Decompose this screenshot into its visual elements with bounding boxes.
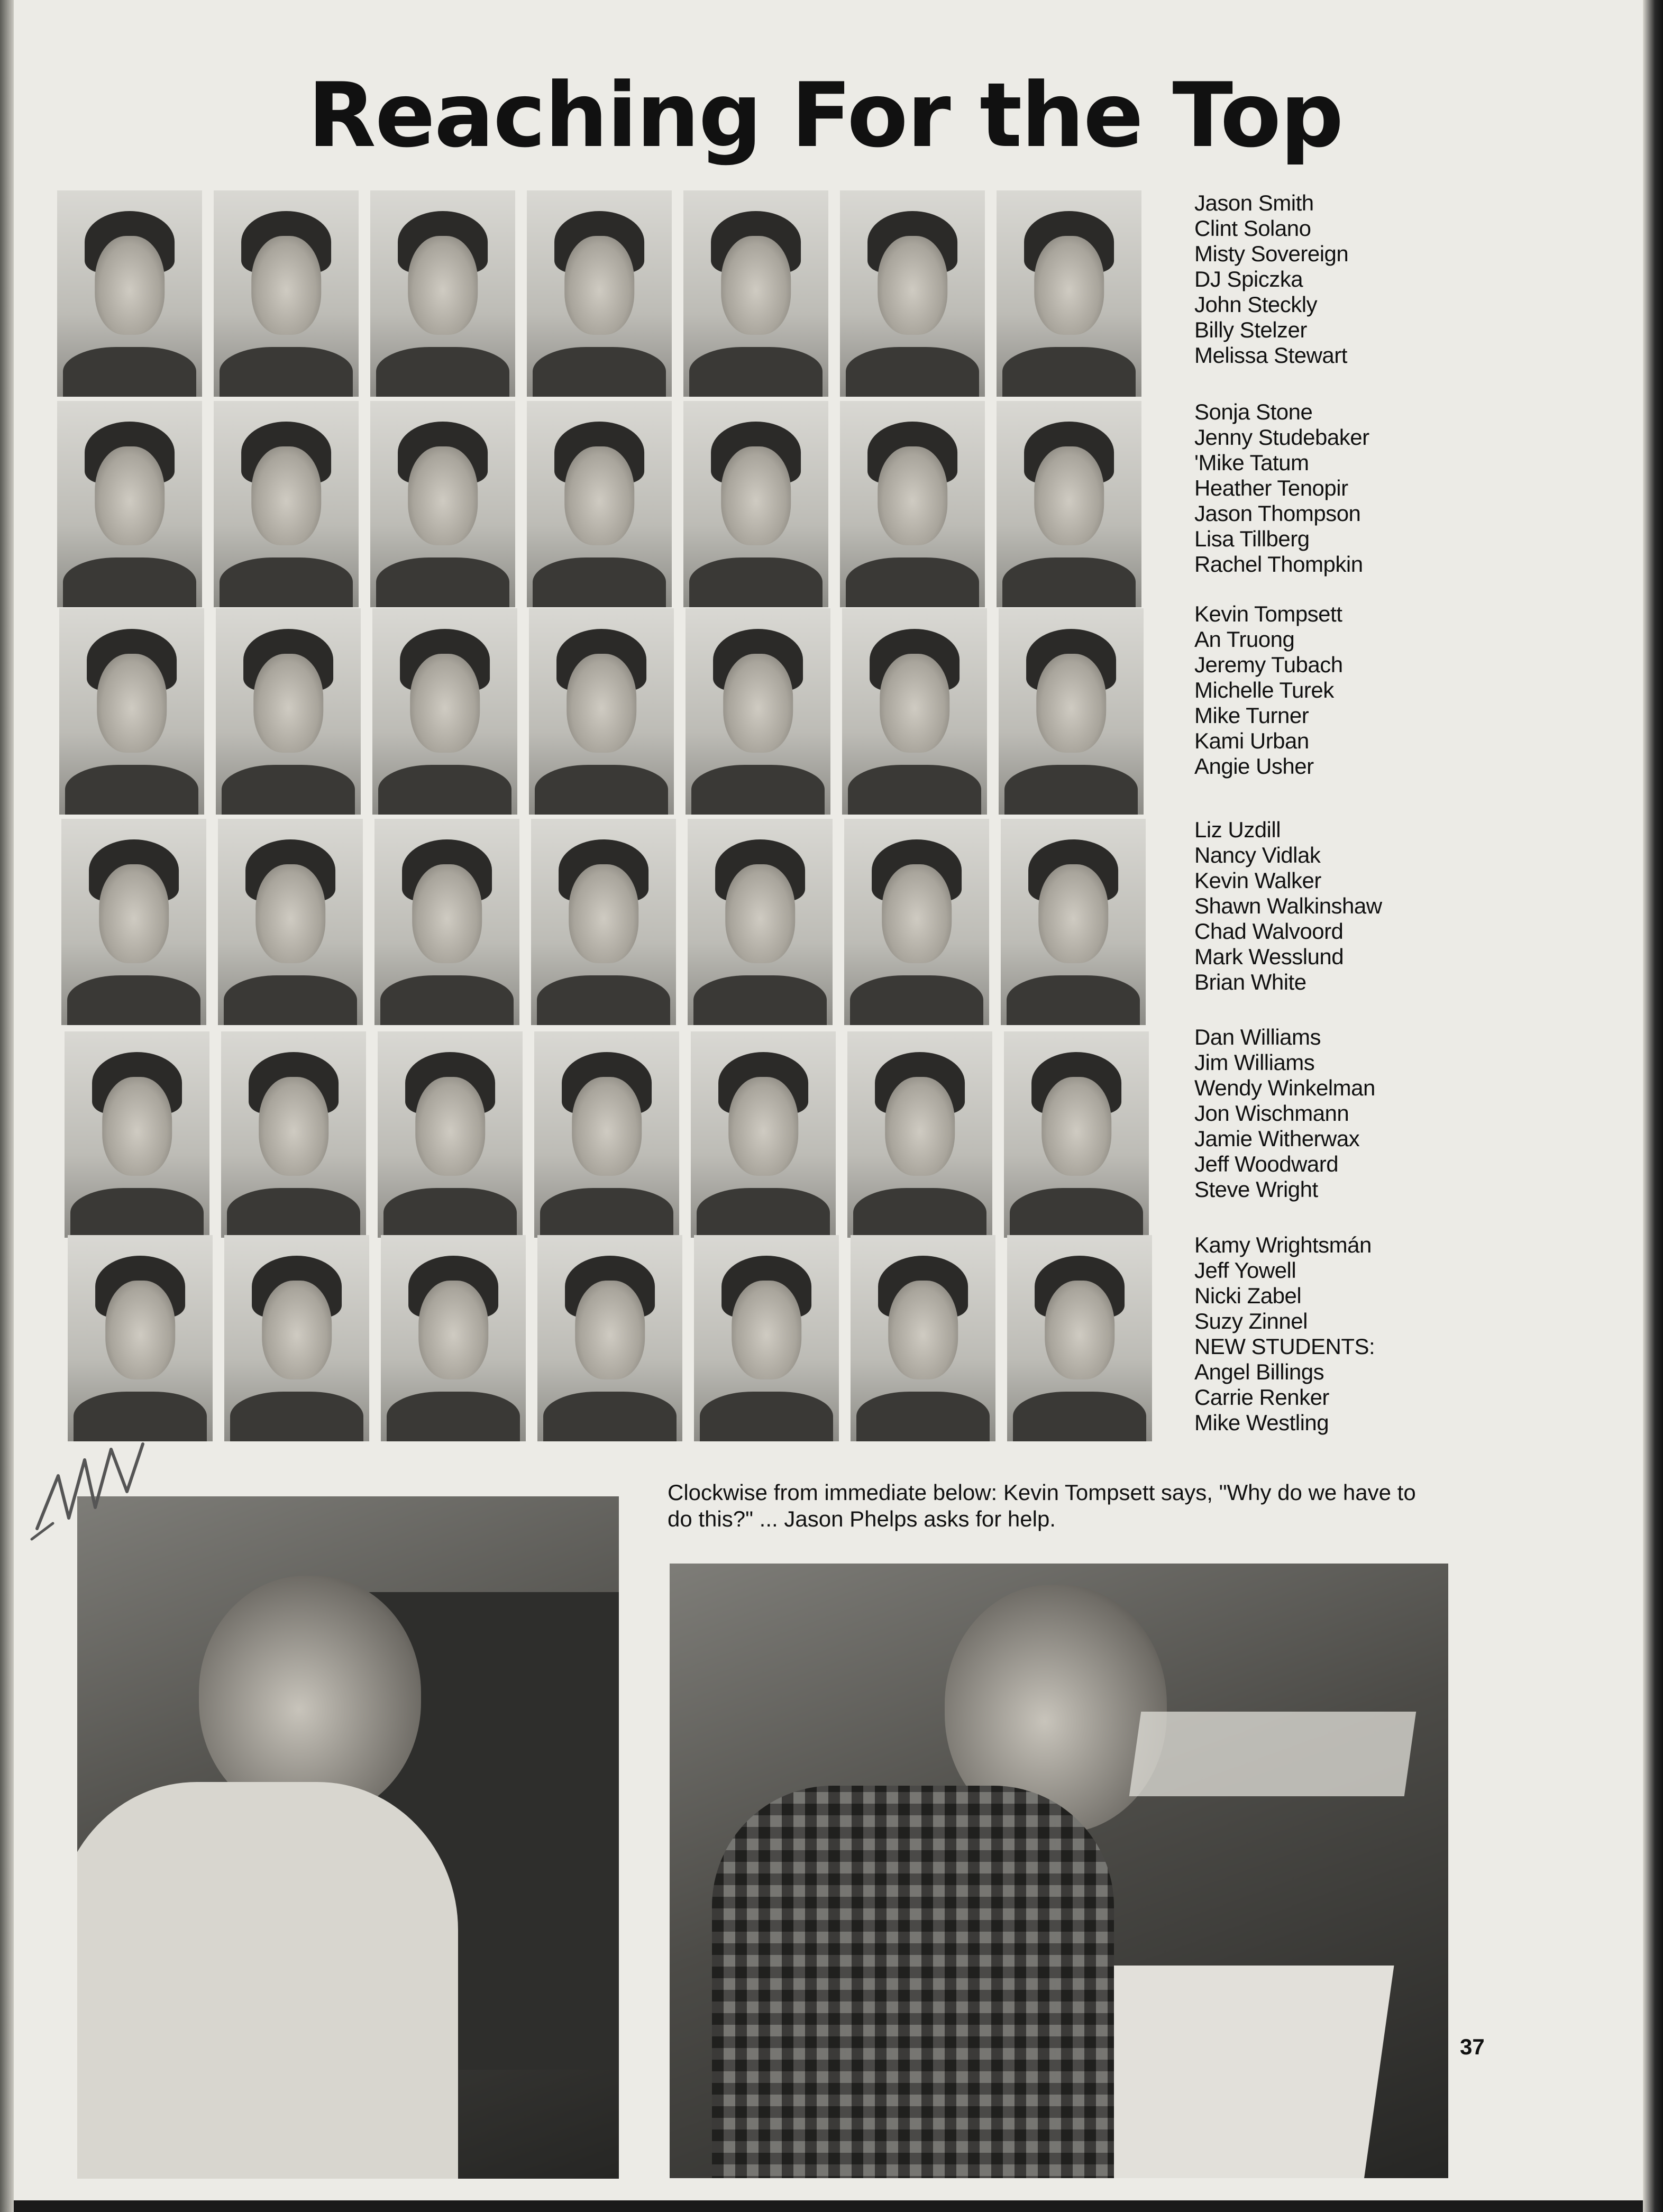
portrait-shoulders xyxy=(537,975,670,1025)
portrait-face xyxy=(410,654,480,753)
portrait-face xyxy=(566,654,636,753)
portrait-face xyxy=(102,1077,172,1176)
portrait-face xyxy=(569,864,638,963)
portrait-row xyxy=(59,608,1144,815)
portrait-face xyxy=(1045,1281,1114,1379)
student-portrait xyxy=(370,190,515,397)
portrait-shoulders xyxy=(543,1392,677,1441)
page-title: Reaching For the Top xyxy=(307,63,1343,167)
student-name: Mike Westling xyxy=(1194,1410,1329,1435)
portrait-row xyxy=(57,190,1141,397)
student-portrait xyxy=(694,1235,839,1441)
student-portrait xyxy=(57,190,202,397)
student-portrait xyxy=(840,401,985,607)
student-name: Chad Walvoord xyxy=(1194,919,1344,944)
portrait-shoulders xyxy=(693,975,827,1025)
portrait-row xyxy=(65,1031,1149,1238)
portrait-shoulders xyxy=(1007,975,1140,1025)
portrait-face xyxy=(725,864,795,963)
portrait-face xyxy=(408,446,478,545)
student-portrait xyxy=(1007,1235,1152,1441)
student-name: Wendy Winkelman xyxy=(1194,1075,1375,1100)
student-name: An Truong xyxy=(1194,627,1295,652)
candid-photo-jason-phelps xyxy=(670,1564,1448,2178)
student-portrait xyxy=(372,608,517,815)
student-name: Mark Wesslund xyxy=(1194,944,1344,969)
student-name: John Steckly xyxy=(1194,292,1318,317)
student-name: Shawn Walkinshaw xyxy=(1194,893,1382,918)
student-portrait xyxy=(683,190,828,397)
portrait-shoulders xyxy=(220,347,353,397)
portrait-face xyxy=(1041,1077,1111,1176)
student-name: Clint Solano xyxy=(1194,216,1311,241)
student-portrait xyxy=(999,608,1144,815)
student-portrait xyxy=(997,190,1141,397)
student-name: Jeff Woodward xyxy=(1194,1151,1339,1176)
portrait-shoulders xyxy=(535,765,668,815)
student-portrait xyxy=(374,819,519,1025)
student-name: Dan Williams xyxy=(1194,1025,1321,1049)
portrait-shoulders xyxy=(220,557,353,607)
student-name: Misty Sovereign xyxy=(1194,241,1349,266)
portrait-face xyxy=(97,654,167,753)
portrait-face xyxy=(95,236,165,335)
portrait-shoulders xyxy=(222,765,355,815)
portrait-shoulders xyxy=(1002,557,1136,607)
subject-plaid-shirt xyxy=(712,1786,1114,2178)
portrait-shoulders xyxy=(63,347,196,397)
student-name: Jon Wischmann xyxy=(1194,1101,1349,1126)
portrait-shoulders xyxy=(1002,347,1136,397)
portrait-shoulders xyxy=(67,975,200,1025)
handwritten-scribble xyxy=(21,1396,180,1555)
portrait-shoulders xyxy=(846,347,979,397)
portrait-shoulders xyxy=(540,1188,673,1238)
student-portrait xyxy=(847,1031,992,1238)
portrait-shoulders xyxy=(850,975,983,1025)
portrait-face xyxy=(1038,864,1108,963)
student-name: Rachel Thompkin xyxy=(1194,552,1363,577)
portrait-shoulders xyxy=(1013,1392,1146,1441)
portrait-row xyxy=(68,1235,1152,1441)
portrait-shoulders xyxy=(380,975,514,1025)
student-name: Kamy Wrightsmán xyxy=(1194,1232,1372,1257)
photo-caption: Clockwise from immediate below: Kevin Tompsett says, "Why do we have to do this?" ... Jason Phelps asks for help. xyxy=(668,1480,1416,1531)
portrait-face xyxy=(878,236,947,335)
student-name: Steve Wright xyxy=(1194,1177,1318,1202)
student-portrait xyxy=(851,1235,995,1441)
student-name: Jason Smith xyxy=(1194,190,1314,215)
portrait-shoulders xyxy=(387,1392,520,1441)
student-portrait xyxy=(537,1235,682,1441)
student-name: Brian White xyxy=(1194,970,1306,994)
portrait-shoulders xyxy=(227,1188,360,1238)
portrait-shoulders xyxy=(65,765,198,815)
student-name: Heather Tenopir xyxy=(1194,476,1348,500)
portrait-face xyxy=(105,1281,175,1379)
student-name: Angel Billings xyxy=(1194,1359,1324,1384)
name-list-row-6 xyxy=(1194,1232,1469,1436)
student-portrait xyxy=(686,608,830,815)
student-portrait xyxy=(842,608,987,815)
student-portrait xyxy=(216,608,361,815)
portrait-shoulders xyxy=(1004,765,1138,815)
student-portrait xyxy=(59,608,204,815)
portrait-face xyxy=(721,446,791,545)
portrait-shoulders xyxy=(378,765,511,815)
student-name: Jason Thompson xyxy=(1194,501,1361,526)
portrait-face xyxy=(1036,654,1106,753)
portrait-shoulders xyxy=(63,557,196,607)
student-name: Melissa Stewart xyxy=(1194,343,1347,368)
portrait-shoulders xyxy=(70,1188,204,1238)
student-portrait xyxy=(218,819,363,1025)
student-portrait xyxy=(844,819,989,1025)
portrait-face xyxy=(262,1281,332,1379)
student-portrait xyxy=(527,401,672,607)
student-name: Liz Uzdill xyxy=(1194,817,1281,842)
new-students-heading: NEW STUDENTS: xyxy=(1194,1334,1375,1359)
student-name: Carrie Renker xyxy=(1194,1385,1329,1410)
student-portrait xyxy=(534,1031,679,1238)
portrait-shoulders xyxy=(691,765,825,815)
portrait-shoulders xyxy=(376,557,509,607)
portrait-shoulders xyxy=(853,1188,986,1238)
portrait-shoulders xyxy=(689,347,823,397)
student-portrait xyxy=(683,401,828,607)
student-name: DJ Spiczka xyxy=(1194,267,1303,291)
student-portrait xyxy=(688,819,833,1025)
page-edge xyxy=(1643,0,1663,2212)
student-name: Jenny Studebaker xyxy=(1194,425,1369,450)
portrait-face xyxy=(564,236,634,335)
student-portrait xyxy=(529,608,674,815)
portrait-face xyxy=(412,864,482,963)
student-name: Lisa Tillberg xyxy=(1194,526,1310,551)
portrait-shoulders xyxy=(848,765,981,815)
student-name: Jeremy Tubach xyxy=(1194,652,1343,677)
student-name: Kevin Walker xyxy=(1194,868,1321,893)
student-portrait xyxy=(65,1031,209,1238)
portrait-face xyxy=(882,864,952,963)
student-name: Nancy Vidlak xyxy=(1194,843,1321,867)
student-name: Mike Turner xyxy=(1194,703,1309,728)
student-portrait xyxy=(61,819,206,1025)
portrait-face xyxy=(732,1281,801,1379)
portrait-shoulders xyxy=(224,975,357,1025)
student-name: 'Mike Tatum xyxy=(1194,450,1309,475)
name-list-row-3 xyxy=(1194,601,1469,779)
student-name: Jeff Yowell xyxy=(1194,1258,1296,1283)
portrait-face xyxy=(888,1281,958,1379)
portrait-face xyxy=(878,446,947,545)
portrait-face xyxy=(251,236,321,335)
subject-polo-shirt xyxy=(77,1782,458,2179)
portrait-shoulders xyxy=(376,347,509,397)
student-portrait xyxy=(527,190,672,397)
student-portrait xyxy=(214,190,359,397)
portrait-face xyxy=(880,654,949,753)
portrait-face xyxy=(255,864,325,963)
candid-photo-kevin-tompsett xyxy=(77,1496,619,2179)
student-name: Jim Williams xyxy=(1194,1050,1315,1075)
student-portrait xyxy=(1004,1031,1149,1238)
portrait-shoulders xyxy=(230,1392,363,1441)
student-portrait xyxy=(221,1031,366,1238)
student-name: Billy Stelzer xyxy=(1194,317,1307,342)
student-portrait xyxy=(214,401,359,607)
portrait-face xyxy=(259,1077,328,1176)
portrait-face xyxy=(1034,236,1104,335)
background-desk xyxy=(1129,1712,1416,1796)
page-number: 37 xyxy=(1460,2034,1485,2059)
portrait-shoulders xyxy=(856,1392,990,1441)
name-list-row-2 xyxy=(1194,399,1469,577)
name-list-row-4 xyxy=(1194,817,1469,995)
student-portrait xyxy=(378,1031,523,1238)
student-name: Angie Usher xyxy=(1194,754,1314,779)
portrait-shoulders xyxy=(1010,1188,1143,1238)
portrait-face xyxy=(251,446,321,545)
portrait-face xyxy=(723,654,793,753)
student-portrait xyxy=(840,190,985,397)
portrait-shoulders xyxy=(383,1188,517,1238)
portrait-face xyxy=(415,1077,485,1176)
student-portrait xyxy=(997,401,1141,607)
student-portrait xyxy=(224,1235,369,1441)
portrait-shoulders xyxy=(689,557,823,607)
portrait-row xyxy=(61,819,1146,1025)
student-name: Michelle Turek xyxy=(1194,678,1334,702)
student-name: Sonja Stone xyxy=(1194,399,1313,424)
portrait-face xyxy=(253,654,323,753)
student-portrait xyxy=(381,1235,526,1441)
student-portrait xyxy=(691,1031,836,1238)
student-portrait xyxy=(370,401,515,607)
name-list-row-5 xyxy=(1194,1025,1469,1202)
portrait-face xyxy=(418,1281,488,1379)
student-name: Jamie Witherwax xyxy=(1194,1126,1360,1151)
portrait-shoulders xyxy=(846,557,979,607)
portrait-face xyxy=(575,1281,645,1379)
portrait-row xyxy=(57,401,1141,607)
portrait-shoulders xyxy=(700,1392,833,1441)
portrait-face xyxy=(1034,446,1104,545)
portrait-face xyxy=(721,236,791,335)
portrait-face xyxy=(572,1077,642,1176)
portrait-shoulders xyxy=(533,347,666,397)
student-portrait xyxy=(57,401,202,607)
name-list-row-1 xyxy=(1194,190,1469,368)
portrait-face xyxy=(728,1077,798,1176)
portrait-shoulders xyxy=(533,557,666,607)
student-name: Suzy Zinnel xyxy=(1194,1309,1308,1333)
portrait-face xyxy=(408,236,478,335)
portrait-face xyxy=(885,1077,955,1176)
student-name: Kami Urban xyxy=(1194,728,1309,753)
student-portrait xyxy=(1001,819,1146,1025)
student-portrait xyxy=(531,819,676,1025)
student-name: Kevin Tompsett xyxy=(1194,601,1342,626)
binding-edge xyxy=(0,0,14,2212)
portrait-face xyxy=(99,864,169,963)
portrait-face xyxy=(564,446,634,545)
student-name: Nicki Zabel xyxy=(1194,1283,1302,1308)
portrait-shoulders xyxy=(697,1188,830,1238)
portrait-face xyxy=(95,446,165,545)
